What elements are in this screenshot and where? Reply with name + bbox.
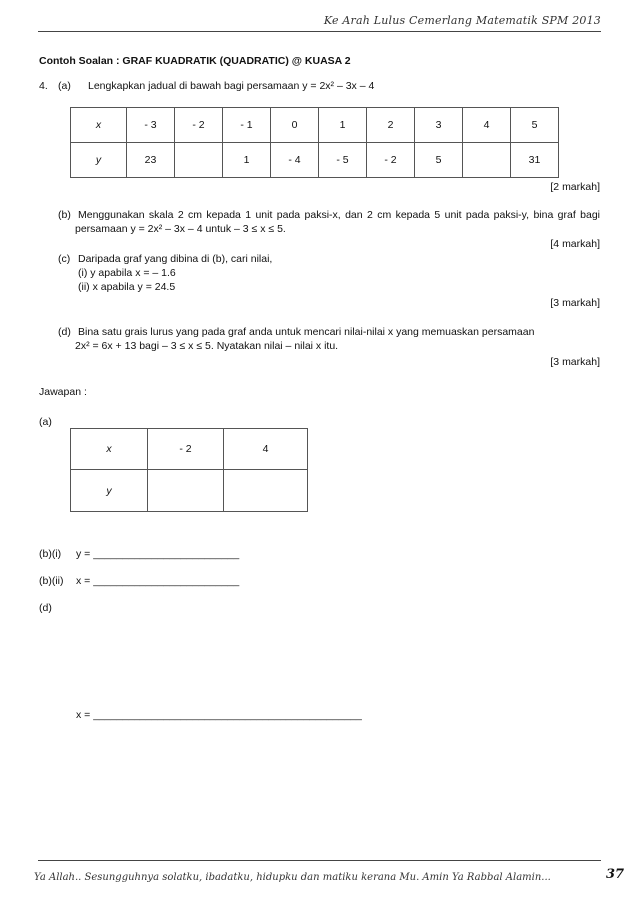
part-b-text-line1: Menggunakan skala 2 cm kepada 1 unit pada paksi-x, dan 2 cm kepada 5 unit pada paksi-y, bina graf bagi <box>78 209 600 221</box>
table-cell: 3 <box>415 108 463 143</box>
answer-table-cell-blank <box>224 470 308 512</box>
answer-table-header-y: y <box>71 470 148 512</box>
table-cell: - 1 <box>223 108 271 143</box>
question-table <box>70 107 559 178</box>
table-cell-blank <box>463 143 511 178</box>
part-a-marks: [2 markah] <box>550 181 600 193</box>
table-cell: - 2 <box>367 143 415 178</box>
part-c-ii: (ii) x apabila y = 24.5 <box>78 281 176 293</box>
answer-bi-label: (b)(i) <box>39 548 62 560</box>
part-c-label: (c) <box>58 253 71 265</box>
part-b-marks: [4 markah] <box>550 238 600 250</box>
part-b-text-line2: persamaan y = 2x² – 3x – 4 untuk – 3 ≤ x ≤ 5. <box>75 223 286 235</box>
table-cell: 1 <box>319 108 367 143</box>
table-cell: 4 <box>463 108 511 143</box>
answer-d-label: (d) <box>39 602 52 614</box>
table-cell: - 5 <box>319 143 367 178</box>
table-cell-blank <box>175 143 223 178</box>
part-b-label: (b) <box>58 209 71 221</box>
page-number: 37 <box>606 867 625 882</box>
answer-table <box>70 428 308 512</box>
answer-d-line: x = ______________________________________________ <box>76 709 362 721</box>
table-cell: 31 <box>511 143 559 178</box>
part-a-label: (a) <box>58 80 71 92</box>
table-header-y: y <box>71 143 127 178</box>
answer-table-cell-blank <box>148 470 224 512</box>
footer-rule <box>38 860 601 861</box>
table-cell: - 4 <box>271 143 319 178</box>
table-cell: 2 <box>367 108 415 143</box>
part-c-i: (i) y apabila x = – 1.6 <box>78 267 176 279</box>
part-d-text-line1: Bina satu grais lurus yang pada graf anda untuk mencari nilai-nilai x yang memuaskan persamaan <box>78 326 535 338</box>
part-a-text: Lengkapkan jadual di bawah bagi persamaan y = 2x² – 3x – 4 <box>88 80 375 92</box>
running-header: Ke Arah Lulus Cemerlang Matematik SPM 2013 <box>323 14 601 27</box>
answer-heading: Jawapan : <box>39 386 87 398</box>
part-d-label: (d) <box>58 326 71 338</box>
answer-table-header-x: x <box>71 429 148 470</box>
answer-bii-label: (b)(ii) <box>39 575 64 587</box>
header-rule <box>38 31 601 32</box>
table-cell: 23 <box>127 143 175 178</box>
answer-bi-line: y = _________________________ <box>76 548 240 560</box>
part-c-marks: [3 markah] <box>550 297 600 309</box>
answer-table-cell: - 2 <box>148 429 224 470</box>
part-d-marks: [3 markah] <box>550 356 600 368</box>
table-cell: 5 <box>511 108 559 143</box>
table-cell: - 3 <box>127 108 175 143</box>
part-d-text-line2: 2x² = 6x + 13 bagi – 3 ≤ x ≤ 5. Nyatakan nilai – nilai x itu. <box>75 340 339 352</box>
table-row-y <box>71 143 559 178</box>
table-cell: - 2 <box>175 108 223 143</box>
question-number: 4. <box>39 80 48 92</box>
table-row-x <box>71 108 559 143</box>
answer-table-cell: 4 <box>224 429 308 470</box>
answer-table-row-x <box>71 429 308 470</box>
answer-table-row-y <box>71 470 308 512</box>
table-cell: 0 <box>271 108 319 143</box>
table-cell: 5 <box>415 143 463 178</box>
table-header-x: x <box>71 108 127 143</box>
footer-text: Ya Allah.. Sesungguhnya solatku, ibadatku, hidupku dan matiku kerana Mu. Amin Ya Rabbal Alamin... <box>34 872 551 883</box>
answer-bii-line: x = _________________________ <box>76 575 240 587</box>
answer-a-label: (a) <box>39 416 52 428</box>
part-c-text: Daripada graf yang dibina di (b), cari nilai, <box>78 253 273 265</box>
section-title: Contoh Soalan : GRAF KUADRATIK (QUADRATIC) @ KUASA 2 <box>39 55 351 67</box>
table-cell: 1 <box>223 143 271 178</box>
